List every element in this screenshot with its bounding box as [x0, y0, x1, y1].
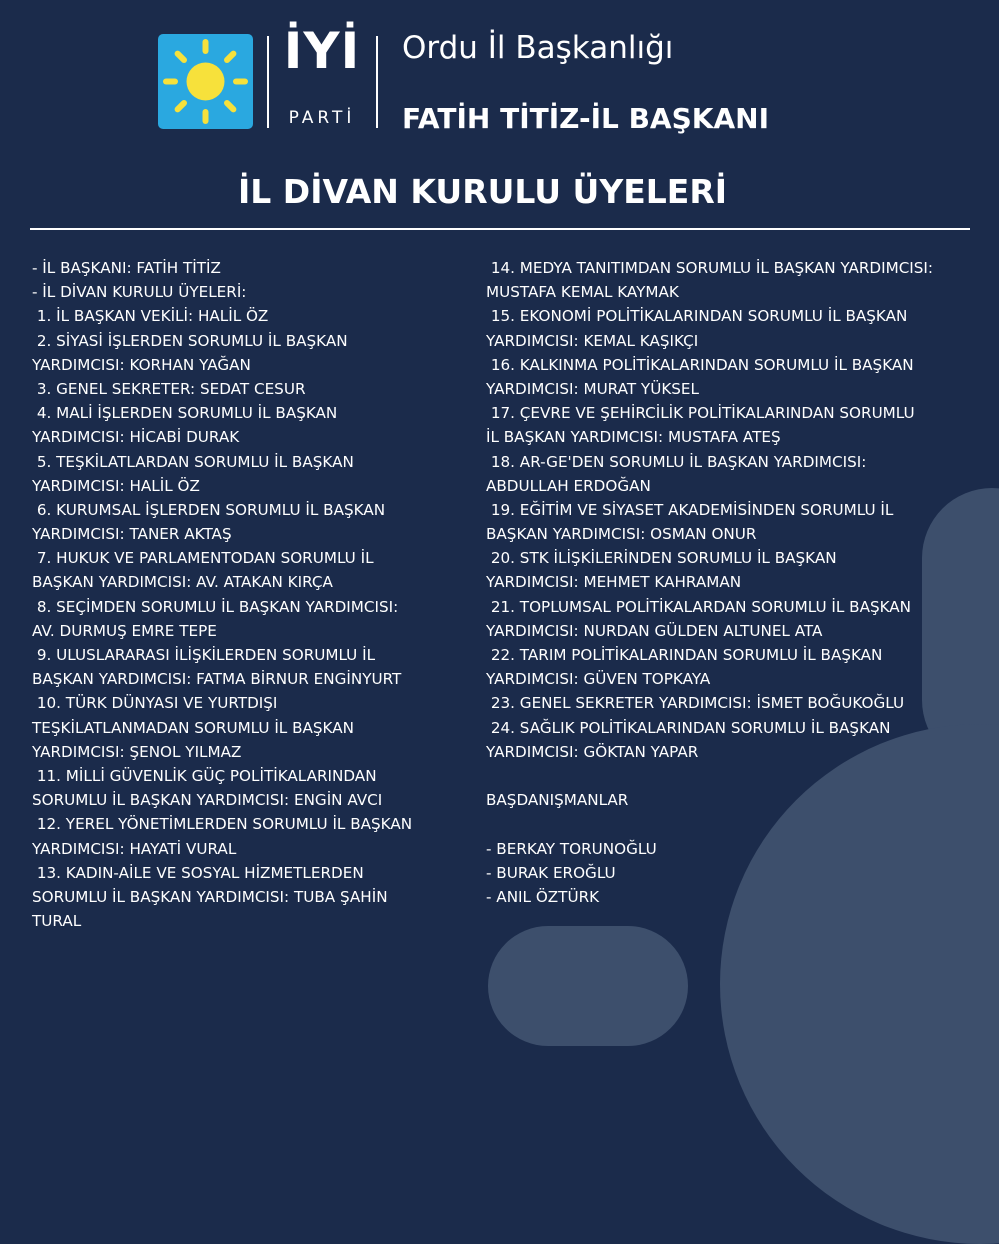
member-line: 22. TARIM POLİTİKALARINDAN SORUMLU İL BAŞKAN	[486, 646, 883, 664]
member-line: SORUMLU İL BAŞKAN YARDIMCISI: TUBA ŞAHİN	[32, 887, 388, 906]
member-line: 5. TEŞKİLATLARDAN SORUMLU İL BAŞKAN	[32, 452, 354, 471]
member-line: MUSTAFA KEMAL KAYMAK	[486, 283, 679, 302]
members-column-right	[486, 256, 933, 909]
member-line: BAŞDANIŞMANLAR	[486, 791, 629, 810]
member-line: 7. HUKUK VE PARLAMENTODAN SORUMLU İL	[32, 549, 374, 568]
member-line: YARDIMCISI: HAYATİ VURAL	[32, 839, 237, 858]
member-line: 18. AR-GE'DEN SORUMLU İL BAŞKAN YARDIMCISI:	[486, 452, 867, 471]
brand-name: İYİ	[283, 22, 361, 80]
member-line: 15. EKONOMİ POLİTİKALARINDAN SORUMLU İL BAŞKAN	[486, 307, 908, 326]
chair-title: FATİH TİTİZ-İL BAŞKANI	[402, 102, 769, 135]
member-line: 20. STK İLİŞKİLERİNDEN SORUMLU İL BAŞKAN	[486, 549, 837, 568]
party-logo	[158, 34, 253, 129]
organization-title: Ordu İl Başkanlığı	[402, 30, 674, 66]
member-line: YARDIMCISI: KORHAN YAĞAN	[32, 355, 251, 374]
member-line: YARDIMCISI: MURAT YÜKSEL	[486, 379, 699, 398]
section-title: İL DİVAN KURULU ÜYELERİ	[238, 172, 728, 211]
member-line: 3. GENEL SEKRETER: SEDAT CESUR	[32, 379, 306, 398]
member-line: 14. MEDYA TANITIMDAN SORUMLU İL BAŞKAN YARDIMCISI:	[486, 259, 934, 277]
member-line: 1. İL BAŞKAN VEKİLİ: HALİL ÖZ	[32, 307, 269, 326]
member-line: - İL BAŞKANI: FATİH TİTİZ	[32, 259, 221, 277]
members-column-left	[32, 256, 412, 933]
member-line: 17. ÇEVRE VE ŞEHİRCİLİK POLİTİKALARINDAN SORUMLU	[486, 404, 915, 423]
member-line: 10. TÜRK DÜNYASI VE YURTDIŞI	[32, 694, 278, 713]
member-line: - ANIL ÖZTÜRK	[486, 887, 600, 906]
member-line: 11. MİLLİ GÜVENLİK GÜÇ POLİTİKALARINDAN	[32, 766, 377, 785]
member-line: 6. KURUMSAL İŞLERDEN SORUMLU İL BAŞKAN	[32, 500, 386, 519]
member-line: ABDULLAH ERDOĞAN	[486, 476, 651, 495]
member-line: - BURAK EROĞLU	[486, 863, 616, 882]
decor-bottom-shape	[488, 926, 688, 1046]
member-line: SORUMLU İL BAŞKAN YARDIMCISI: ENGİN AVCI	[32, 791, 383, 810]
member-line: BAŞKAN YARDIMCISI: OSMAN ONUR	[486, 525, 757, 544]
member-line: 21. TOPLUMSAL POLİTİKALARDAN SORUMLU İL BAŞKAN	[486, 597, 912, 616]
sun-icon	[158, 34, 253, 129]
member-line: 9. ULUSLARARASI İLİŞKİLERDEN SORUMLU İL	[32, 646, 376, 664]
member-line: YARDIMCISI: GÖKTAN YAPAR	[486, 742, 699, 761]
member-line: 2. SİYASİ İŞLERDEN SORUMLU İL BAŞKAN	[32, 331, 348, 350]
member-line: 13. KADIN-AİLE VE SOSYAL HİZMETLERDEN	[32, 863, 364, 882]
member-line: YARDIMCISI: TANER AKTAŞ	[32, 525, 232, 544]
member-line	[486, 812, 933, 836]
header-divider	[30, 228, 970, 230]
member-line: TURAL	[32, 912, 82, 931]
member-line: YARDIMCISI: ŞENOL YILMAZ	[32, 742, 242, 761]
member-line: 23. GENEL SEKRETER YARDIMCISI: İSMET BOĞUKOĞLU	[486, 694, 905, 713]
logo-divider-left	[267, 36, 269, 128]
member-line: 24. SAĞLIK POLİTİKALARINDAN SORUMLU İL BAŞKAN	[486, 718, 891, 737]
member-line: BAŞKAN YARDIMCISI: FATMA BİRNUR ENGİNYURT	[32, 670, 402, 689]
member-line: YARDIMCISI: KEMAL KAŞIKÇI	[486, 331, 699, 350]
logo-divider-right	[376, 36, 378, 128]
member-line: YARDIMCISI: HALİL ÖZ	[32, 476, 200, 495]
member-line: 8. SEÇİMDEN SORUMLU İL BAŞKAN YARDIMCISI:	[32, 597, 399, 616]
member-line: 4. MALİ İŞLERDEN SORUMLU İL BAŞKAN	[32, 404, 338, 423]
member-line: - BERKAY TORUNOĞLU	[486, 839, 657, 858]
member-line: YARDIMCISI: HİCABİ DURAK	[32, 428, 240, 447]
member-line: 12. YEREL YÖNETİMLERDEN SORUMLU İL BAŞKAN	[32, 815, 413, 834]
member-line	[486, 764, 933, 788]
member-line: - İL DİVAN KURULU ÜYELERİ:	[32, 283, 247, 302]
member-line: İL BAŞKAN YARDIMCISI: MUSTAFA ATEŞ	[486, 428, 781, 447]
member-line: TEŞKİLATLANMADAN SORUMLU İL BAŞKAN	[32, 718, 354, 737]
member-line: BAŞKAN YARDIMCISI: AV. ATAKAN KIRÇA	[32, 573, 333, 592]
member-line: YARDIMCISI: NURDAN GÜLDEN ALTUNEL ATA	[486, 621, 823, 640]
member-line: YARDIMCISI: GÜVEN TOPKAYA	[486, 670, 711, 689]
member-line: 19. EĞİTİM VE SİYASET AKADEMİSİNDEN SORUMLU İL	[486, 500, 894, 519]
member-line: YARDIMCISI: MEHMET KAHRAMAN	[486, 573, 742, 592]
member-line: AV. DURMUŞ EMRE TEPE	[32, 621, 217, 640]
member-line: 16. KALKINMA POLİTİKALARINDAN SORUMLU İL BAŞKAN	[486, 355, 914, 374]
brand-subtitle: PARTİ	[288, 108, 356, 128]
